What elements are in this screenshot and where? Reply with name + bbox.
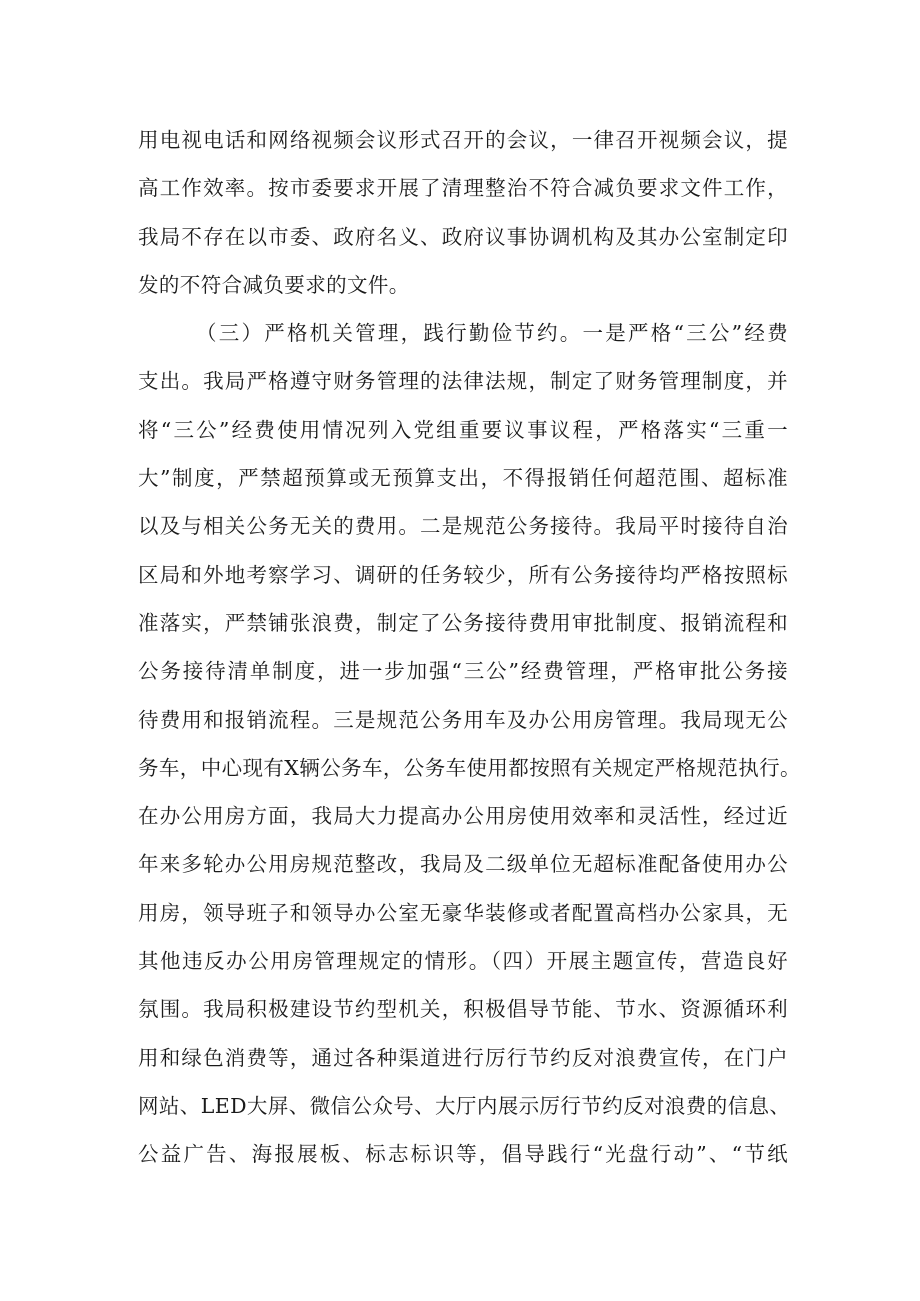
section-heading-line: （三）严格机关管理，践行勤俭节约。一是严格“三公”经费 bbox=[196, 321, 788, 346]
text-line: 在办公用房方面，我局大力提高办公用房使用效率和灵活性，经过近 bbox=[138, 804, 788, 829]
text-line: 将“三公”经费使用情况列入党组重要议事议程，严格落实“三重一 bbox=[138, 417, 788, 442]
text-line: 年来多轮办公用房规范整改，我局及二级单位无超标准配备使用办公 bbox=[138, 852, 788, 877]
text-line: 务车，中心现有X辆公务车，公务车使用都按照有关规定严格规范执行。 bbox=[138, 755, 801, 780]
text-line: 支出。我局严格遵守财务管理的法律法规，制定了财务管理制度，并 bbox=[138, 369, 788, 394]
body-text bbox=[138, 116, 801, 1179]
text-line: 氛围。我局积极建设节约型机关，积极倡导节能、节水、资源循环利 bbox=[138, 997, 788, 1022]
text-line: 待费用和报销流程。三是规范公务用车及办公用房管理。我局现无公 bbox=[138, 707, 788, 732]
text-line: 发的不符合减负要求的文件。 bbox=[138, 272, 410, 297]
text-line: 高工作效率。按市委要求开展了清理整治不符合减负要求文件工作， bbox=[138, 176, 788, 201]
text-line: 用和绿色消费等，通过各种渠道进行厉行节约反对浪费宣传，在门户 bbox=[138, 1045, 788, 1070]
text-line: 网站、LED大屏、微信公众号、大厅内展示厉行节约反对浪费的信息、 bbox=[138, 1093, 791, 1118]
text-line: 我局不存在以市委、政府名义、政府议事协调机构及其办公室制定印 bbox=[138, 224, 788, 249]
text-line: 公务接待清单制度，进一步加强“三公”经费管理，严格审批公务接 bbox=[138, 659, 788, 684]
text-line: 准落实，严禁铺张浪费，制定了公务接待费用审批制度、报销流程和 bbox=[138, 610, 788, 635]
text-line: 其他违反办公用房管理规定的情形。（四）开展主题宣传，营造良好 bbox=[138, 949, 788, 974]
text-line: 大”制度，严禁超预算或无预算支出，不得报销任何超范围、超标准 bbox=[138, 466, 788, 491]
text-line: 以及与相关公务无关的费用。二是规范公务接待。我局平时接待自治 bbox=[138, 514, 788, 539]
text-line: 公益广告、海报展板、标志标识等，倡导践行“光盘行动”、“节纸 bbox=[138, 1142, 788, 1167]
text-line: 区局和外地考察学习、调研的任务较少，所有公务接待均严格按照标 bbox=[138, 562, 788, 587]
text-line: 用电视电话和网络视频会议形式召开的会议，一律召开视频会议，提 bbox=[138, 128, 788, 152]
text-line: 用房，领导班子和领导办公室无豪华装修或者配置高档办公家具，无 bbox=[138, 900, 788, 925]
